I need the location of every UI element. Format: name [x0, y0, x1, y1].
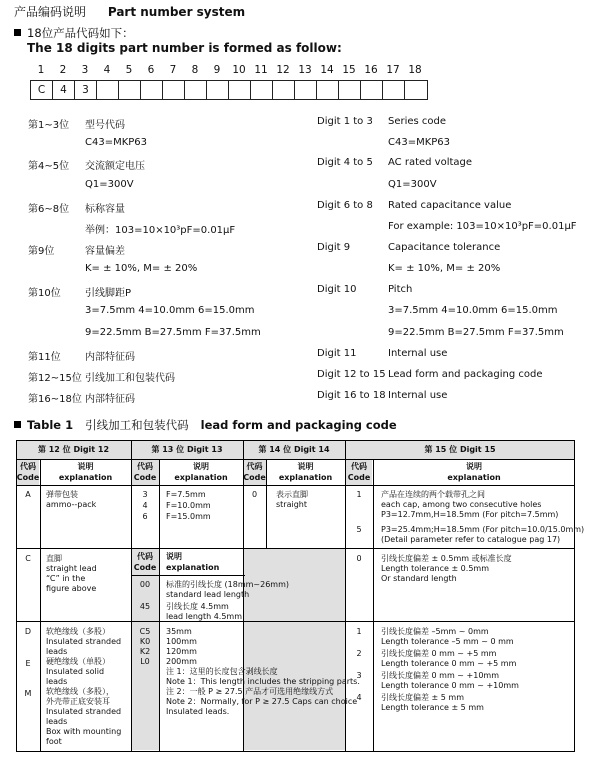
explanation-text: P3=25.4mm;H=18.5mm (For pitch=10.0/15.0mm) [381, 525, 585, 534]
code-cell: C5 [139, 627, 151, 636]
digit-example-en: Q1=300V [388, 179, 437, 190]
explanation-text: standard lead length [166, 590, 250, 599]
digit-description-cn: 内部特征码 [85, 352, 135, 363]
digit-example-en: 3=7.5mm 4=10.0mm 6=15.0mm [388, 305, 558, 316]
part-number-cell [295, 81, 317, 99]
code-cell: 0 [356, 554, 362, 563]
position-number: 3 [81, 64, 89, 76]
explanation-header-cn: 说明 [77, 462, 94, 471]
code-header-cn: 代码 [137, 552, 153, 561]
explanation-text: P3=12.7mm,H=18.5mm (For pitch=7.5mm) [381, 510, 559, 519]
table-line [159, 622, 160, 752]
digit-position-cn: 第11位 [28, 352, 61, 363]
code-cell: 6 [142, 512, 148, 521]
digit-position-en: Digit 9 [317, 242, 351, 253]
explanation-text: 200mm [166, 657, 197, 666]
part-number-cell [273, 81, 295, 99]
code-cell: 3 [142, 490, 148, 499]
bullet-icon [14, 29, 21, 36]
digit-example-en: C43=MKP63 [388, 137, 451, 148]
code-cell: 4 [142, 501, 148, 510]
explanation-text: ammo--pack [46, 500, 97, 509]
explanation-text: Length tolerance 0 mm ~ +5 mm [381, 659, 517, 668]
digit-example-en: For example: 103=10×10³pF=0.01μF [388, 221, 577, 232]
group-header-digit13: 第 13 位 Digit 13 [151, 445, 223, 454]
digit-example2-en: 9=22.5mm B=27.5mm F=37.5mm [388, 327, 564, 338]
digit-position-en: Digit 6 to 8 [317, 200, 373, 211]
table-line [16, 459, 575, 460]
explanation-text: Length tolerance ± 5 mm [381, 703, 484, 712]
explanation-text: 35mm [166, 627, 192, 636]
explanation-text: figure above [46, 584, 97, 593]
explanation-text: 直脚 [46, 554, 62, 563]
part-number-cell [339, 81, 361, 99]
digit-example-cn: 3=7.5mm 4=10.0mm 6=15.0mm [85, 305, 255, 316]
explanation-header-en: explanation [278, 473, 333, 482]
position-number: 11 [254, 64, 268, 76]
part-number-cell [229, 81, 251, 99]
explanation-text: 注 1：这里的长度包含剥线长度 [166, 667, 278, 676]
digit-position-en: Digit 1 to 3 [317, 116, 373, 127]
subtitle-en: The 18 digits part number is formed as follow: [27, 41, 342, 55]
digit-example-en: K= ± 10%, M= ± 20% [388, 263, 501, 274]
table-line [373, 459, 374, 752]
digit-position-cn: 第6~8位 [28, 204, 70, 215]
code-cell: A [25, 490, 31, 499]
explanation-header-cn: 说明 [193, 462, 209, 471]
code-cell: 4 [356, 693, 362, 702]
part-number-cell [405, 81, 427, 99]
explanation-text: 引线长度偏差 –5mm ~ 0mm [381, 627, 489, 636]
digit-description-en: Lead form and packaging code [388, 369, 543, 380]
digit-description-cn: 内部特征码 [85, 394, 135, 405]
digit-description-cn: 容量偏差 [85, 246, 125, 257]
explanation-text: 引线长度偏差 ± 0.5mm 或标准长度 [381, 554, 512, 563]
digit-position-en: Digit 12 to 15 [317, 369, 386, 380]
explanation-header-en: explanation [447, 473, 501, 482]
explanation-text: 100mm [166, 637, 197, 646]
digit-description-en: Pitch [388, 284, 413, 295]
explanation-text: (Detail parameter refer to catalogue pag 17) [381, 535, 561, 544]
part-number-cell [361, 81, 383, 99]
code-cell: 2 [356, 649, 362, 658]
digit-example2-cn: 9=22.5mm B=27.5mm F=37.5mm [85, 327, 261, 338]
title-en: Part number system [107, 5, 246, 19]
digit-description-en: Rated capacitance value [388, 200, 512, 211]
explanation-header-en: explanation [174, 473, 228, 482]
part-number-cell [97, 81, 119, 99]
code-cell: 1 [356, 627, 362, 636]
table-line [40, 459, 41, 752]
table-line [131, 440, 132, 752]
explanation-text: F=10.0mm [166, 501, 211, 510]
explanation-text: 软绝缘线（多股）， [46, 687, 114, 696]
digit-description-cn: 引线脚距P [85, 288, 132, 299]
code-cell: 1 [356, 490, 362, 499]
code-cell: 00 [139, 580, 151, 589]
explanation-text: 注 2：一般 P ≥ 27.5 产品才可选用绝缘线方式 [166, 687, 334, 696]
digit-description-en: Series code [388, 116, 447, 127]
explanation-text: each cap, among two consecutive holes [381, 500, 542, 509]
position-number: 1 [37, 64, 45, 76]
digit-position-cn: 第4~5位 [28, 161, 70, 172]
explanation-text: Or standard length [381, 574, 457, 583]
table-line [16, 485, 575, 486]
part-number-cell: 4 [53, 81, 75, 99]
explanation-text: Insulated leads. [166, 707, 230, 716]
code-header-cn: 代码 [137, 462, 153, 471]
explanation-text: Note 2：Normally, for P ≥ 27.5 Caps can choice [166, 697, 358, 706]
digit-description-en: Internal use [388, 348, 448, 359]
code-header-en: Code [133, 563, 157, 572]
explanation-text: 标准的引线长度 (18mm~26mm) [166, 580, 290, 589]
part-number-cell [119, 81, 141, 99]
code-cell: K0 [139, 637, 151, 646]
explanation-text: 外壳带正底安装耳 [46, 697, 110, 706]
explanation-text: F=15.0mm [166, 512, 211, 521]
code-cell: L0 [140, 657, 150, 666]
digit-description-cn: 标称容量 [85, 204, 125, 215]
position-number: 16 [364, 64, 378, 76]
explanation-text: leads [46, 677, 68, 686]
code-cell: K2 [139, 647, 151, 656]
part-number-cell [141, 81, 163, 99]
part-number-cell [207, 81, 229, 99]
code-cell: 0 [251, 490, 258, 499]
explanation-text: 120mm [166, 647, 197, 656]
position-number: 12 [276, 64, 290, 76]
position-number: 9 [213, 64, 221, 76]
code-cell: M [24, 689, 32, 698]
table-title-en: lead form and packaging code [200, 418, 397, 432]
subtitle-cn: 18位产品代码如下： [27, 26, 134, 40]
table-line [16, 621, 575, 622]
bullet-icon [14, 421, 21, 428]
position-number: 7 [169, 64, 177, 76]
explanation-text: 硬绝缘线（单股） [46, 657, 110, 666]
code-cell: 5 [356, 525, 362, 534]
digit-position-cn: 第9位 [28, 246, 55, 257]
explanation-text: 产品在连续的两个载带孔之间 [381, 490, 485, 499]
group-header-digit15: 第 15 位 Digit 15 [424, 445, 496, 454]
explanation-text: foot [46, 737, 62, 746]
subtitle-cn-row [14, 25, 134, 41]
explanation-text: Insulated solid [46, 667, 105, 676]
digit-description-cn: 型号代码 [85, 120, 125, 131]
explanation-text: Length tolerance –5 mm ~ 0 mm [381, 637, 514, 646]
digit-position-cn: 第16~18位 [28, 394, 82, 405]
page-title [14, 3, 245, 20]
explanation-text: Length tolerance 0 mm ~ +10mm [381, 681, 519, 690]
explanation-text: straight lead [46, 564, 97, 573]
code-header-en: Code [347, 473, 371, 482]
table-line [16, 548, 575, 549]
table-line [159, 549, 160, 621]
digit-description-en: Internal use [388, 390, 448, 401]
part-number-cell [163, 81, 185, 99]
digit-position-en: Digit 4 to 5 [317, 157, 373, 168]
group-header-digit14: 第 14 位 Digit 14 [258, 445, 330, 454]
code-cell: C [25, 554, 31, 563]
group-header-digit12: 第 12 位 Digit 12 [37, 445, 110, 454]
position-number: 17 [386, 64, 400, 76]
digit-example-cn: C43=MKP63 [85, 137, 148, 148]
explanation-header-en: explanation [58, 473, 113, 482]
explanation-text: 软绝缘线（多股） [46, 627, 110, 636]
position-number: 18 [408, 64, 422, 76]
digit-description-en: AC rated voltage [388, 157, 473, 168]
table-line [131, 575, 245, 576]
explanation-text: F=7.5mm [166, 490, 206, 499]
position-number: 10 [232, 64, 246, 76]
explanation-header-cn: 说明 [466, 462, 482, 471]
title-cn: 产品编码说明 [14, 5, 87, 19]
explanation-text: 引线长度 4.5mm [166, 602, 229, 611]
explanation-text: Note 1：This length includes the stripping parts. [166, 677, 360, 686]
explanation-text: “C” in the [46, 574, 86, 583]
position-number: 4 [103, 64, 111, 76]
digit-example-cn: Q1=300V [85, 179, 134, 190]
explanation-text: Box with mounting [46, 727, 122, 736]
explanation-text: 引线长度偏差 0 mm ~ +10mm [381, 671, 500, 680]
digit-position-en: Digit 11 [317, 348, 357, 359]
digit-description-en: Capacitance tolerance [388, 242, 501, 253]
part-number-cell: 3 [75, 81, 97, 99]
part-number-cell [317, 81, 339, 99]
digit-position-en: Digit 16 to 18 [317, 390, 386, 401]
explanation-text: Insulated stranded [46, 707, 122, 716]
digit-position-cn: 第10位 [28, 288, 61, 299]
explanation-text: leads [46, 717, 68, 726]
explanation-header-cn: 说明 [297, 462, 314, 471]
explanation-text: 弹带包装 [46, 490, 78, 499]
explanation-text: leads [46, 647, 68, 656]
part-number-cell [251, 81, 273, 99]
explanation-text: Insulated stranded [46, 637, 122, 646]
code-header-cn: 代码 [20, 462, 36, 471]
explanation-text: 引线长度偏差 0 mm ~ +5 mm [381, 649, 497, 658]
digit-position-cn: 第12~15位 [28, 373, 82, 384]
part-number-cell: C [31, 81, 53, 99]
code-cell: 45 [139, 602, 151, 611]
explanation-text: Length tolerance ± 0.5mm [381, 564, 489, 573]
code-header-en: Code [133, 473, 157, 482]
position-number: 14 [320, 64, 334, 76]
explanation-text: straight [276, 500, 308, 509]
digit-description-cn: 引线加工和包装代码 [85, 373, 175, 384]
table-title-number: Table 1 [27, 418, 74, 432]
digit-position-cn: 第1~3位 [28, 120, 70, 131]
position-number: 5 [125, 64, 133, 76]
explanation-header-en: explanation [166, 563, 220, 572]
part-number-box [30, 80, 428, 100]
position-number: 15 [342, 64, 356, 76]
code-header-cn: 代码 [246, 462, 263, 471]
part-number-cell [185, 81, 207, 99]
code-cell: D [24, 627, 32, 636]
position-number: 8 [191, 64, 199, 76]
explanation-text: lead length 4.5mm [166, 612, 243, 621]
digit-example-cn: 举例：103=10×10³pF=0.01μF [85, 225, 236, 236]
table-title-cn: 引线加工和包装代码 [85, 418, 189, 432]
part-number-cell [383, 81, 405, 99]
position-number: 6 [147, 64, 155, 76]
table-title [14, 417, 397, 433]
position-number: 2 [59, 64, 67, 76]
digit-example-cn: K= ± 10%, M= ± 20% [85, 263, 198, 274]
digit-position-en: Digit 10 [317, 284, 357, 295]
digit-description-cn: 交流额定电压 [85, 161, 145, 172]
code-header-cn: 代码 [351, 462, 367, 471]
code-cell: 3 [356, 671, 362, 680]
code-header-en: Code [16, 473, 40, 482]
explanation-text: 表示直脚 [276, 490, 308, 499]
explanation-text: 引线长度偏差 ± 5 mm [381, 693, 465, 702]
code-cell: E [25, 659, 31, 668]
position-number: 13 [298, 64, 312, 76]
code-header-en: Code [243, 473, 266, 482]
explanation-header-cn: 说明 [166, 552, 182, 561]
